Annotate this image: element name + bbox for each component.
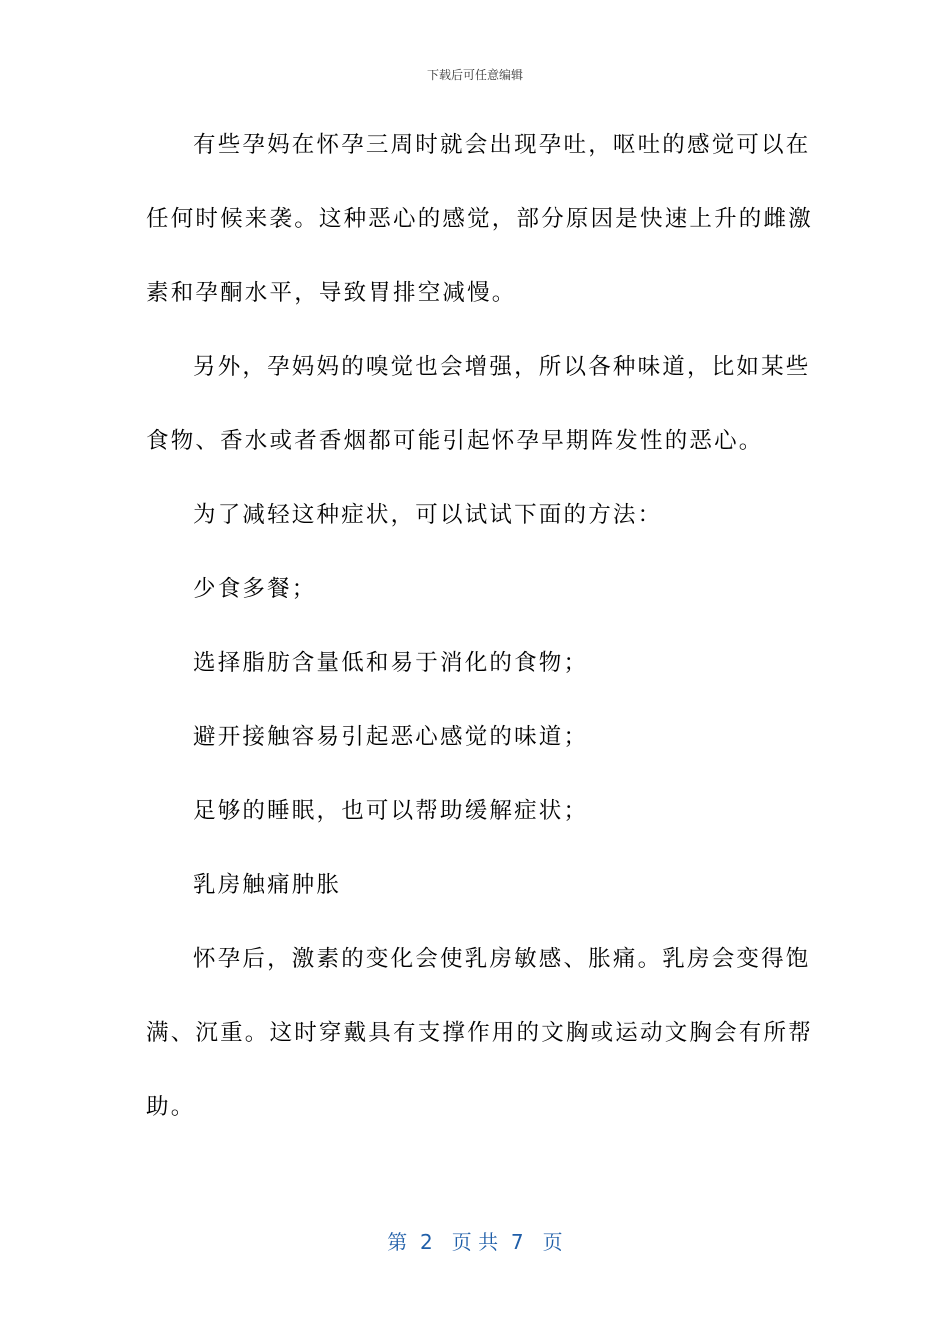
paragraph-line: 任何时候来袭。这种恶心的感觉，部分原因是快速上升的雌激 <box>146 206 813 232</box>
document-body <box>146 108 813 1144</box>
paragraph-line: 满、沉重。这时穿戴具有支撑作用的文胸或运动文胸会有所帮 <box>146 1020 813 1046</box>
list-item: 避开接触容易引起恶心感觉的味道； <box>193 724 589 750</box>
list-item: 少食多餐； <box>193 576 317 602</box>
list-item: 选择脂肪含量低和易于消化的食物； <box>193 650 589 676</box>
header-note: 下载后可任意编辑 <box>426 68 523 82</box>
paragraph-line: 助。 <box>146 1094 196 1120</box>
paragraph-line: 食物、香水或者香烟都可能引起怀孕早期阵发性的恶心。 <box>146 428 764 454</box>
paragraph-line: 为了减轻这种症状，可以试试下面的方法： <box>193 502 663 528</box>
paragraph-line: 另外，孕妈妈的嗅觉也会增强，所以各种味道，比如某些 <box>193 354 811 380</box>
paragraph-line: 怀孕后，激素的变化会使乳房敏感、胀痛。乳房会变得饱 <box>193 946 811 972</box>
page-number-footer: 第 2 页 共 7 页 <box>387 1230 563 1254</box>
paragraph-line: 有些孕妈在怀孕三周时就会出现孕吐，呕吐的感觉可以在 <box>193 132 811 158</box>
section-heading: 乳房触痛肿胀 <box>193 872 342 898</box>
paragraph-line: 素和孕酮水平，导致胃排空减慢。 <box>146 280 517 306</box>
list-item: 足够的睡眠，也可以帮助缓解症状； <box>193 798 589 824</box>
